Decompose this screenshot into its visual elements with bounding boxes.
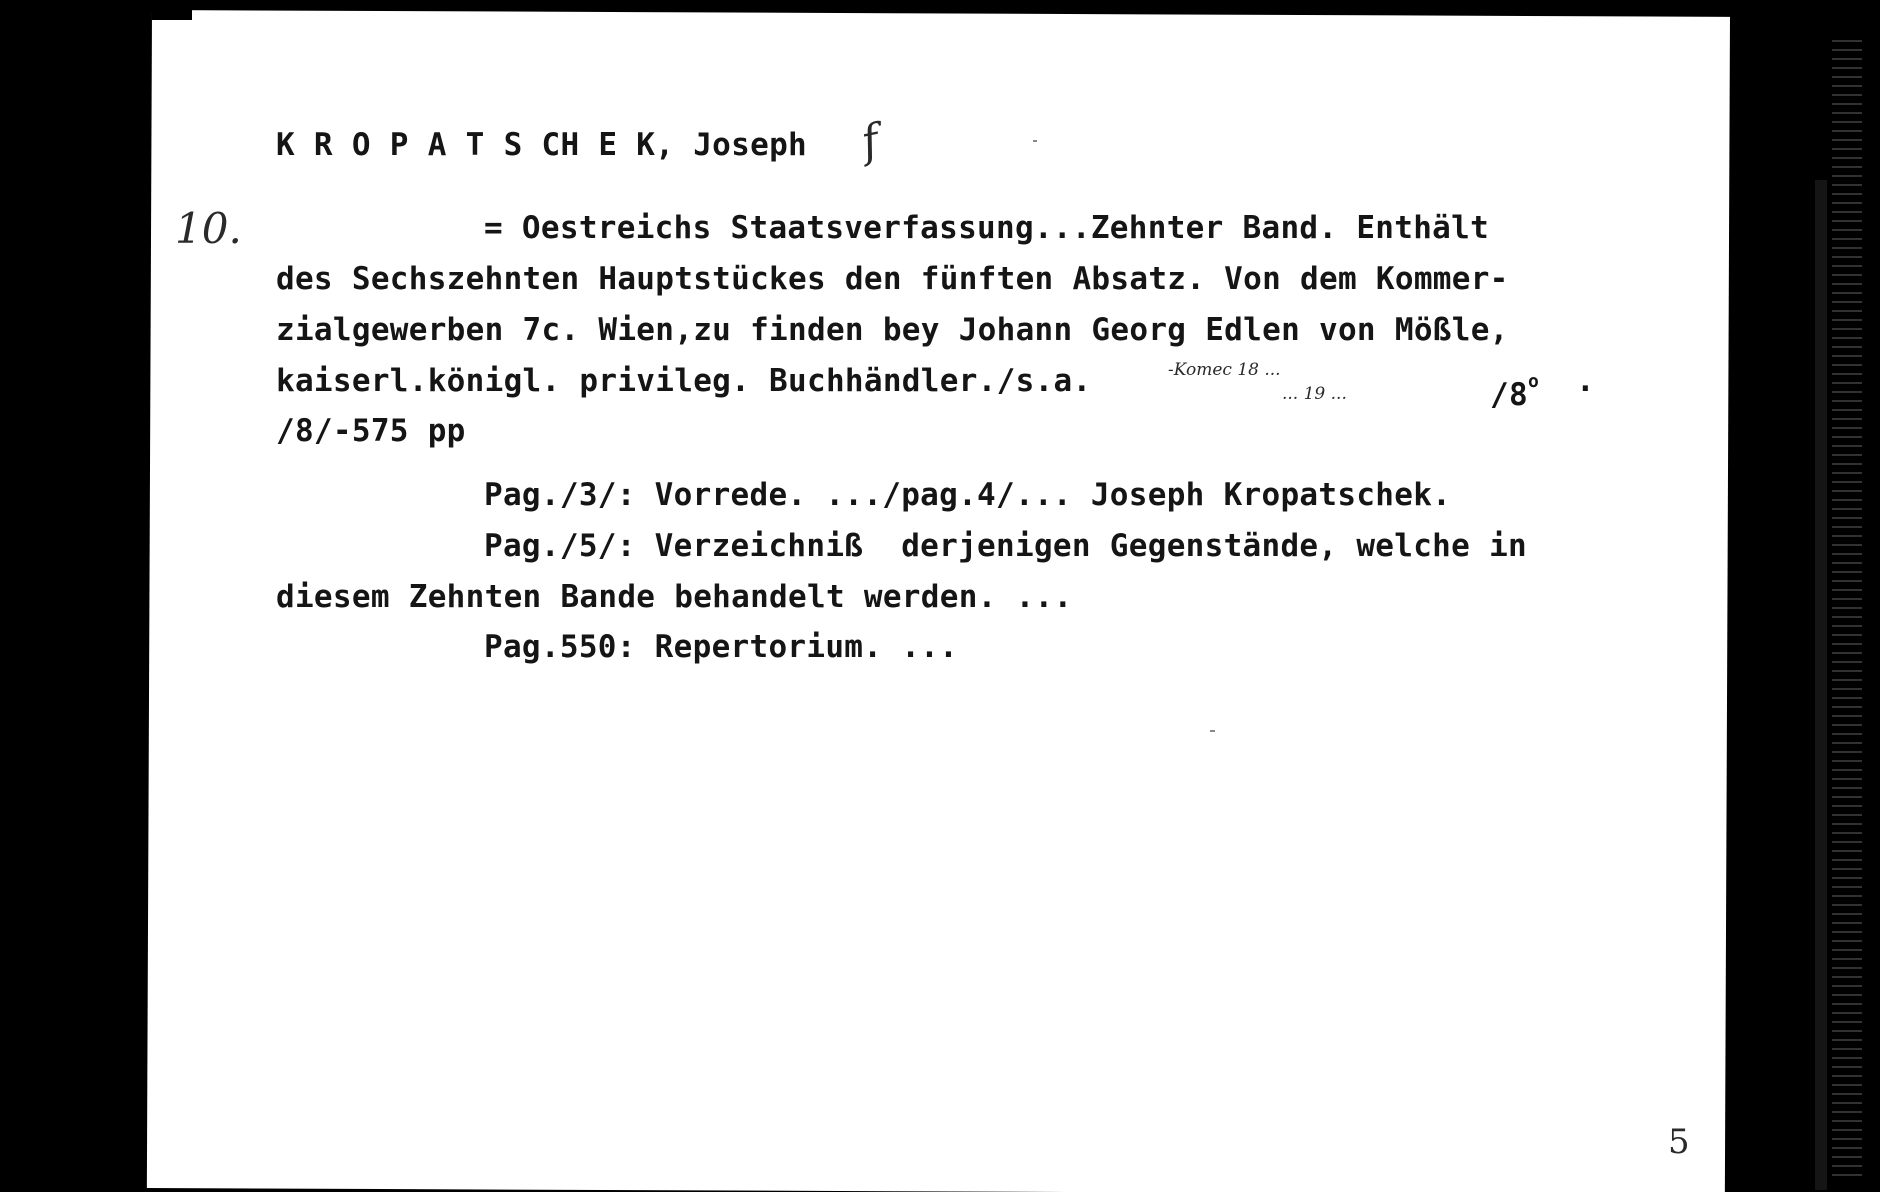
contents-line-2: Pag./5/: Verzeichniß derjenigen Gegenstände, welche in: [484, 528, 1527, 564]
contents-line-4: Pag.550: Repertorium. ...: [484, 629, 959, 665]
handwritten-heading-mark: f: [856, 114, 884, 169]
entry-line-2: des Sechszehnten Hauptstückes den fünften Absatz. Von dem Kommer-: [276, 261, 1509, 297]
card-corner-notch: [152, 10, 192, 20]
entry-line-3: zialgewerben 7c. Wien,zu finden bey Johann Georg Edlen von Mößle,: [276, 312, 1509, 348]
dust-speck: [1033, 140, 1037, 142]
entry-line-4: kaiserl.königl. privileg. Buchhändler./s.a.: [276, 363, 1092, 399]
dust-speck: [1210, 730, 1215, 732]
entry-line-5: /8/-575 pp: [276, 413, 466, 449]
heading-surname: K R O P A T S CH E K,: [276, 127, 675, 163]
heading-forename: Joseph: [693, 127, 808, 163]
scan-edge-shadow: [1815, 180, 1827, 1190]
contents-line-3: diesem Zehnten Bande behandelt werden. ...: [276, 579, 1073, 615]
entry-format: [1490, 356, 1539, 421]
page-number: 5: [1668, 1122, 1690, 1162]
entry-line-1: = Oestreichs Staatsverfassung...Zehnter Band. Enthält: [484, 210, 1490, 246]
scan-edge-speckle: [1832, 40, 1862, 1180]
card-heading: [276, 120, 807, 171]
entry-format-dot: .: [1576, 363, 1595, 399]
handwritten-note-2: ... 19 ...: [1282, 384, 1347, 404]
handwritten-item-number: 10.: [175, 204, 242, 253]
handwritten-note-1: -Komec 18 ...: [1168, 360, 1281, 380]
format-degree: o: [1527, 371, 1540, 392]
contents-line-1: Pag./3/: Vorrede. .../pag.4/... Joseph Kropatschek.: [484, 477, 1452, 513]
format-size: /8: [1490, 377, 1528, 413]
